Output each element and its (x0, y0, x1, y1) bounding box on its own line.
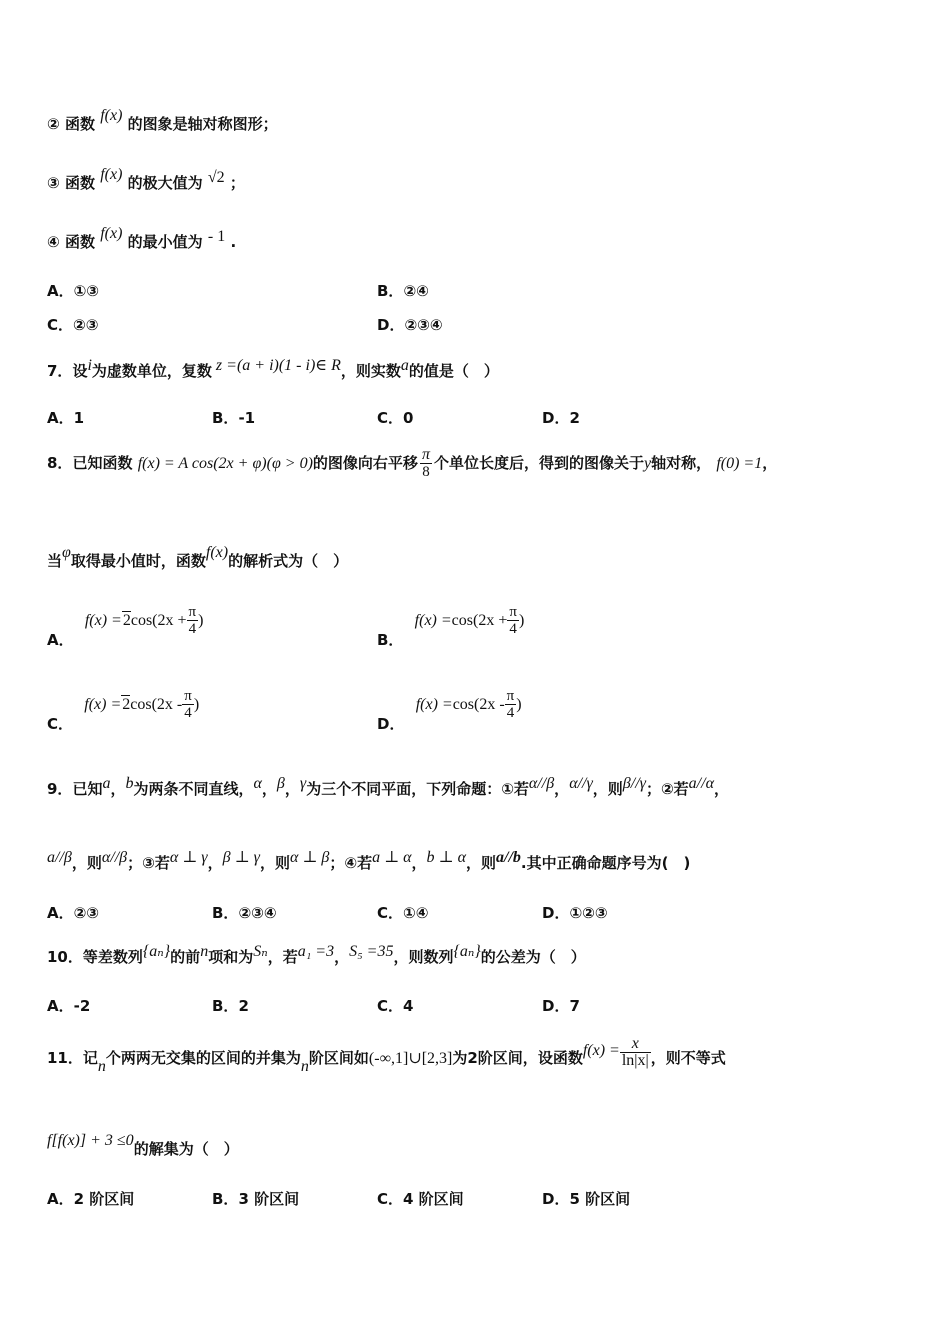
statement-text: 函数 (64, 115, 95, 133)
option-letter: D． (542, 997, 570, 1015)
option-fraction (182, 688, 194, 721)
statement-4 (47, 225, 237, 252)
question-text: 记 (82, 1049, 98, 1067)
option-text: ①④ (403, 904, 429, 922)
option-fraction (507, 604, 519, 637)
question-text: ， (411, 854, 427, 872)
q8-option-c[interactable] (47, 688, 200, 733)
math-cond: a//β (47, 849, 72, 866)
question-text: 为2阶区间，设函数 (452, 1049, 583, 1067)
statement-number: ④ (47, 233, 60, 251)
math-s5: S₅ =35 (349, 943, 394, 960)
fraction-denominator: 4 (184, 705, 192, 721)
q9-option-b[interactable] (212, 902, 277, 923)
question-text: 等差数列 (82, 948, 143, 966)
option-text: ②③④ (238, 904, 277, 922)
math-interval: (-∞,1]∪[2,3] (368, 1050, 453, 1067)
option-text: ②③ (73, 904, 100, 922)
math-a: a (400, 357, 409, 374)
question-8 (47, 447, 777, 480)
statement-3 (47, 166, 245, 193)
fraction-denominator: 4 (509, 621, 517, 637)
q7-option-b[interactable] (212, 407, 255, 428)
question-text: 轴对称， (651, 454, 712, 472)
statement-text: 的图象是轴对称图形； (127, 115, 278, 133)
question-number: 8． (47, 454, 73, 472)
option-letter: B． (212, 997, 239, 1015)
question-10 (47, 943, 586, 967)
question-text: ， (207, 854, 223, 872)
fraction-numerator: π (509, 604, 517, 620)
math-value: √2 (207, 169, 225, 186)
math-cond: α ⊥ β (289, 849, 330, 866)
math-i: i (87, 357, 92, 374)
q10-option-c[interactable] (377, 995, 413, 1016)
fraction-denominator: 4 (188, 621, 197, 637)
question-text: 取得最小值时，函数 (70, 552, 206, 570)
question-text: ；③若 (127, 854, 170, 872)
option-text: 0 (403, 409, 414, 427)
fraction-numerator: π (506, 688, 515, 704)
math-cond: α//γ (569, 775, 593, 792)
question-text: 的公差为（ ） (480, 948, 586, 966)
option-letter: D． (542, 409, 570, 427)
option-letter: C． (47, 715, 74, 733)
option-text: 4 (403, 997, 414, 1015)
question-text: ， (261, 780, 277, 798)
question-text: 为两条不同直线， (133, 780, 254, 798)
question-number: 7． (47, 362, 73, 380)
math-cond: β ⊥ γ (222, 849, 260, 866)
question-number: 11． (47, 1049, 83, 1067)
math-fx: f(x) (100, 225, 123, 242)
statement-2 (47, 107, 278, 134)
option-fraction (187, 604, 199, 637)
statement-text: 的极大值为 (127, 174, 203, 192)
question-text: ， (110, 780, 126, 798)
option-letter: D． (542, 904, 570, 922)
option-letter: A． (47, 409, 74, 427)
question-text: ， (713, 780, 729, 798)
option-letter: B． (377, 282, 404, 300)
question-text: 项和为 (208, 948, 254, 966)
fraction-denominator: 4 (506, 705, 515, 721)
math-a1: a₁ =3 (297, 943, 335, 960)
option-letter: D． (542, 1190, 570, 1208)
q9-option-c[interactable] (377, 902, 428, 923)
fraction-pi-8 (420, 447, 432, 480)
q8-option-b[interactable] (377, 604, 525, 649)
q9-option-a[interactable] (47, 902, 99, 923)
math-fx: f(x) (205, 544, 229, 561)
q6-option-a[interactable] (47, 280, 99, 301)
option-text: 3 阶区间 (238, 1190, 300, 1208)
question-11-line-2 (47, 1132, 239, 1159)
option-text: ①③ (73, 282, 100, 300)
statement-text: . (230, 233, 237, 251)
fraction-numerator: x (620, 1036, 651, 1053)
math-cond: a ⊥ α (372, 849, 412, 866)
option-text: ②④ (403, 282, 429, 300)
option-text: 7 (569, 997, 580, 1015)
option-letter: B． (377, 631, 404, 649)
fraction-numerator: π (184, 688, 192, 704)
q7-option-a[interactable] (47, 407, 84, 428)
question-9 (47, 775, 729, 799)
q10-option-b[interactable] (212, 995, 249, 1016)
question-text: ，若 (267, 948, 298, 966)
question-text: 的解析式为（ ） (228, 552, 349, 570)
option-letter: C． (377, 997, 404, 1015)
fraction-numerator: π (421, 446, 430, 463)
question-text: .其中正确命题序号为( ) (520, 854, 691, 872)
statement-number: ② (47, 115, 60, 133)
option-text: 2 (569, 409, 580, 427)
question-text: 当 (47, 552, 63, 570)
statement-text: 函数 (64, 233, 95, 251)
question-text: 已知 (72, 780, 103, 798)
question-text: 阶区间如 (308, 1049, 369, 1067)
math-cond: α//β (528, 775, 555, 792)
option-text: 5 阶区间 (569, 1190, 631, 1208)
fraction-x-lnx (620, 1036, 651, 1069)
math-beta: β (276, 775, 285, 792)
question-11 (47, 1035, 726, 1075)
statement-text: ； (229, 174, 245, 192)
option-letter: D． (377, 715, 405, 733)
q10-option-a[interactable] (47, 995, 90, 1016)
question-9-line-2 (47, 849, 691, 873)
math-seq: {aₙ} (453, 943, 481, 960)
option-letter: B． (212, 409, 239, 427)
option-math: cos(2x - (452, 696, 505, 713)
option-letter: A． (47, 1190, 74, 1208)
option-letter: C． (377, 904, 404, 922)
question-text: ， (284, 780, 300, 798)
q7-option-c[interactable] (377, 407, 413, 428)
math-n: n (200, 943, 209, 960)
option-text: ②③④ (404, 316, 443, 334)
math-fx: f(x) (100, 107, 123, 124)
question-number: 10． (47, 948, 83, 966)
q10-option-d[interactable] (542, 995, 580, 1016)
option-math: f(x) = (84, 612, 122, 629)
question-text: 的前 (170, 948, 201, 966)
option-letter: C． (377, 1190, 404, 1208)
question-text: ，则不等式 (650, 1049, 726, 1067)
question-text: 已知函数 (72, 454, 133, 472)
option-letter: A． (47, 904, 74, 922)
question-text: ，则 (466, 854, 497, 872)
option-text: 2 阶区间 (73, 1190, 135, 1208)
q8-option-a[interactable] (47, 604, 204, 649)
q7-option-d[interactable] (542, 407, 580, 428)
fraction-denominator: 8 (422, 464, 430, 480)
q9-option-d[interactable] (542, 902, 608, 923)
question-text: ， (334, 948, 350, 966)
math-alpha: α (253, 775, 262, 792)
option-math: ) (516, 696, 522, 713)
option-math: f(x) = (415, 696, 453, 713)
question-text: 的图像向右平移 (312, 454, 418, 472)
option-text: -2 (73, 997, 91, 1015)
question-8-line-2 (47, 544, 349, 571)
math-cond: α ⊥ γ (169, 849, 208, 866)
math-gamma: γ (299, 775, 307, 792)
math-cond: b ⊥ α (426, 849, 466, 866)
question-text: 的值是（ ） (408, 362, 499, 380)
question-text: ；④若 (329, 854, 373, 872)
math-b: b (125, 775, 134, 792)
q6-option-d[interactable] (377, 314, 443, 335)
math-cond: α//β (101, 849, 128, 866)
math-n: n (300, 1058, 309, 1075)
question-text: 的解集为（ ） (133, 1140, 239, 1158)
option-math: f(x) = (84, 696, 122, 713)
math-value: - 1 (207, 228, 226, 245)
question-number: 9． (47, 780, 73, 798)
q11-option-b[interactable] (212, 1188, 299, 1209)
math-phi: φ (62, 544, 71, 561)
option-text: 4 阶区间 (403, 1190, 464, 1208)
question-7 (47, 357, 499, 381)
q6-option-c[interactable] (47, 314, 98, 335)
q11-option-a[interactable] (47, 1188, 134, 1209)
option-letter: A． (47, 282, 74, 300)
question-text: ， (762, 454, 778, 472)
question-text: ，则数列 (393, 948, 454, 966)
option-letter: C． (377, 409, 404, 427)
math-sn: Sₙ (253, 943, 268, 960)
option-math: ) (198, 612, 204, 629)
option-sqrt: 2 (122, 612, 131, 629)
option-letter: D． (377, 316, 405, 334)
question-text: 设 (72, 362, 88, 380)
question-text: 个单位长度后，得到的图像关于 (433, 454, 644, 472)
option-letter: B． (212, 904, 239, 922)
option-text: ①②③ (569, 904, 608, 922)
option-math: cos(2x + (451, 612, 508, 629)
math-cond: a//b (496, 849, 521, 866)
math-fx: f(x) = (582, 1042, 620, 1059)
option-math: cos(2x - (130, 696, 183, 713)
statement-text: 的最小值为 (127, 233, 203, 251)
question-text: ；②若 (645, 780, 689, 798)
q11-option-c[interactable] (377, 1188, 464, 1209)
question-text: 个两两无交集的区间的并集为 (105, 1049, 301, 1067)
option-letter: B． (212, 1190, 239, 1208)
question-text: ，则 (71, 854, 102, 872)
math-z: z =(a + i)(1 - i)∈ R (215, 357, 341, 374)
option-math: ) (193, 696, 200, 713)
math-inequality: f[f(x)] + 3 ≤0 (47, 1132, 134, 1149)
option-text: 2 (238, 997, 249, 1015)
question-text: ，则 (259, 854, 290, 872)
option-text: -1 (238, 409, 256, 427)
math-n: n (97, 1058, 106, 1075)
question-text: ， (554, 780, 570, 798)
fraction-denominator: ln|x| (621, 1052, 649, 1069)
question-text: 为三个不同平面，下列命题：①若 (306, 780, 529, 798)
statement-number: ③ (47, 174, 60, 192)
math-y: y (643, 455, 652, 472)
math-seq: {aₙ} (142, 943, 171, 960)
option-sqrt: 2 (122, 696, 131, 713)
q8-option-d[interactable] (377, 688, 522, 733)
math-a: a (102, 775, 111, 792)
option-fraction (505, 688, 517, 721)
option-math: cos(2x + (130, 612, 187, 629)
math-cond: a//α (688, 775, 714, 792)
math-f0: f(0) =1 (716, 455, 763, 472)
statement-text: 函数 (64, 174, 95, 192)
option-math: ) (518, 612, 525, 629)
option-math: f(x) = (414, 612, 452, 629)
math-fx: f(x) (100, 166, 123, 183)
q6-option-b[interactable] (377, 280, 429, 301)
question-text: ，则 (592, 780, 623, 798)
option-letter: C． (47, 316, 74, 334)
math-fx-def: f(x) = A cos(2x + φ)(φ > 0) (137, 455, 313, 472)
question-text: 为虚数单位，复数 (91, 362, 212, 380)
option-text: 1 (73, 409, 85, 427)
option-letter: A． (47, 997, 74, 1015)
fraction-numerator: π (188, 604, 197, 620)
math-cond: β//γ (622, 775, 646, 792)
question-text: ，则实数 (340, 362, 401, 380)
option-text: ②③ (73, 316, 99, 334)
option-letter: A． (47, 631, 74, 649)
q11-option-d[interactable] (542, 1188, 630, 1209)
